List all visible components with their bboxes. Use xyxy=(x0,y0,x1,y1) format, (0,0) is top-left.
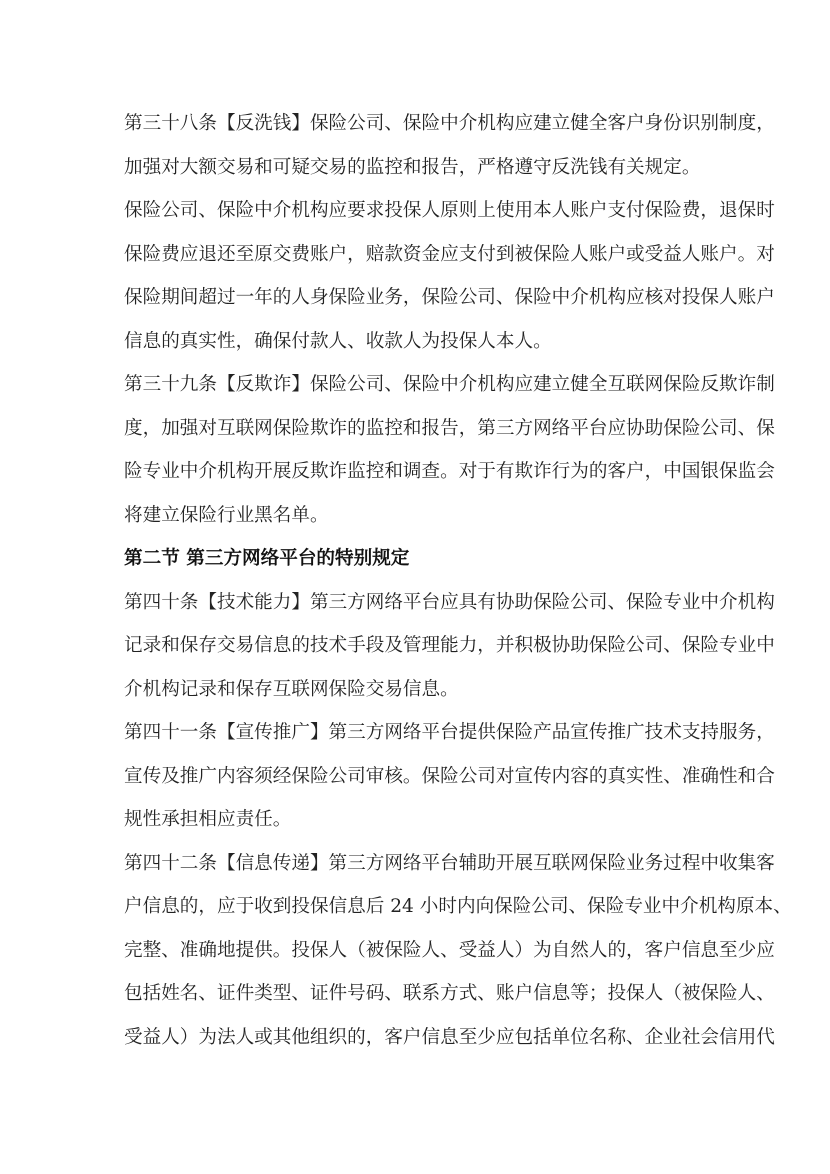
paragraph xyxy=(124,102,775,189)
paragraph xyxy=(124,711,775,842)
text-line: 保险费应退还至原交费账户，赔款资金应支付到被保险人账户或受益人账户。对 xyxy=(124,243,775,265)
section-heading xyxy=(124,537,714,581)
text-line: 度，加强对互联网保险欺诈的监控和报告，第三方网络平台应协助保险公司、保 xyxy=(124,417,775,439)
paragraph xyxy=(124,842,792,1060)
text-line: 保险期间超过一年的人身保险业务，保险公司、保险中介机构应核对投保人账户 xyxy=(124,287,775,308)
paragraph xyxy=(124,363,775,537)
paragraph xyxy=(124,189,775,363)
text-line: 户信息的，应于收到投保信息后 24 小时内向保险公司、保险专业中介机构原本、 xyxy=(124,896,792,917)
text-line: 第三十八条【反洗钱】保险公司、保险中介机构应建立健全客户身份识别制度， xyxy=(124,113,775,134)
text-line: 规性承担相应责任。 xyxy=(124,809,292,830)
document-body xyxy=(124,102,792,1059)
text-line: 信息的真实性，确保付款人、收款人为投保人本人。 xyxy=(124,330,552,352)
text-line: 保险公司、保险中介机构应要求投保人原则上使用本人账户支付保险费，退保时 xyxy=(124,200,775,221)
text-line: 记录和保存交易信息的技术手段及管理能力，并积极协助保险公司、保险专业中 xyxy=(124,635,775,656)
text-line: 宣传及推广内容须经保险公司审核。保险公司对宣传内容的真实性、准确性和合 xyxy=(124,765,775,787)
text-line: 完整、准确地提供。投保人（被保险人、受益人）为自然人的，客户信息至少应 xyxy=(124,939,775,961)
text-line: 第四十条【技术能力】第三方网络平台应具有协助保险公司、保险专业中介机构 xyxy=(124,591,775,613)
text-line: 第二节 第三方网络平台的特别规定 xyxy=(124,548,410,569)
text-line: 受益人）为法人或其他组织的，客户信息至少应包括单位名称、企业社会信用代 xyxy=(124,1026,775,1048)
text-line: 第四十一条【宣传推广】第三方网络平台提供保险产品宣传推广技术支持服务， xyxy=(124,722,775,743)
text-line: 险专业中介机构开展反欺诈监控和调查。对于有欺诈行为的客户，中国银保监会 xyxy=(124,461,775,482)
text-line: 将建立保险行业黑名单。 xyxy=(124,504,329,526)
text-line: 介机构记录和保存互联网保险交易信息。 xyxy=(124,678,459,700)
text-line: 包括姓名、证件类型、证件号码、联系方式、账户信息等；投保人（被保险人、 xyxy=(124,983,775,1004)
paragraph xyxy=(124,581,775,712)
text-line: 第四十二条【信息传递】第三方网络平台辅助开展互联网保险业务过程中收集客 xyxy=(124,852,775,874)
text-line: 第三十九条【反欺诈】保险公司、保险中介机构应建立健全互联网保险反欺诈制 xyxy=(124,374,775,395)
text-line: 加强对大额交易和可疑交易的监控和报告，严格遵守反洗钱有关规定。 xyxy=(124,156,701,178)
